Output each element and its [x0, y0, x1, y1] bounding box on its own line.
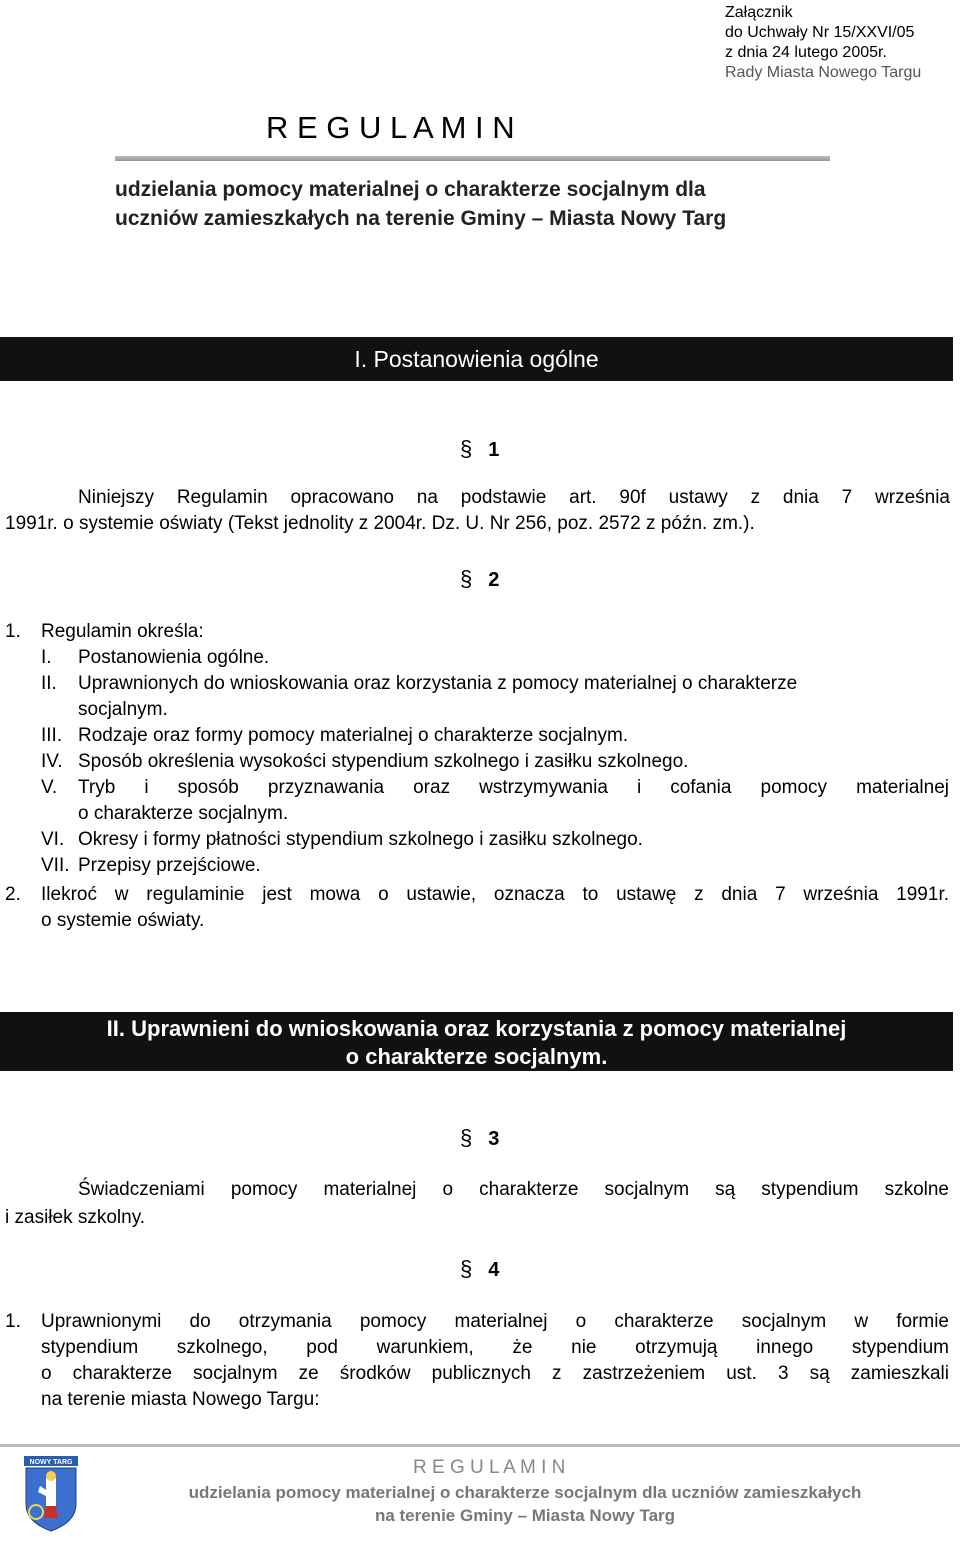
section-heading-line-2: o charakterze socjalnym. [345, 1044, 608, 1069]
footer-divider [0, 1444, 960, 1447]
sub-item-number: IV. [41, 751, 63, 772]
annex-line-1: Załącznik [725, 4, 793, 21]
paragraph-1-line-2: 1991r. o systemie oświaty (Tekst jednolity z 2004r. Dz. U. Nr 256, poz. 2572 z późn. zm.). [5, 513, 755, 534]
paragraph-4-line-1: Uprawnionymi do otrzymania pomocy materialnej o charakterze socjalnym w formie [41, 1311, 949, 1332]
sub-item-text: Postanowienia ogólne. [78, 647, 270, 668]
list-item-2-continuation: o systemie oświaty. [41, 910, 205, 931]
paragraph-2-heading [460, 566, 499, 592]
title-divider [115, 156, 830, 161]
paragraph-number: 3 [488, 1128, 500, 1150]
paragraph-3-line-2: i zasiłek szkolny. [5, 1207, 146, 1228]
section-heading-general: I. Postanowienia ogólne [0, 337, 953, 381]
list-item-2-text: Ilekroć w regulaminie jest mowa o ustawie, oznacza to ustawę z dnia 7 września 1991r. [41, 884, 949, 905]
sub-item-text: Okresy i formy płatności stypendium szkolnego i zasiłku szkolnego. [78, 829, 643, 850]
sub-item-text: Rodzaje oraz formy pomocy materialnej o charakterze socjalnym. [78, 725, 629, 746]
document-title: R E G U L A M I N [266, 110, 515, 145]
sub-item-number: III. [41, 725, 63, 746]
sub-item-text: Sposób określenia wysokości stypendium szkolnego i zasiłku szkolnego. [78, 751, 689, 772]
section-symbol: § [460, 436, 473, 461]
sub-item-number: VI. [41, 829, 65, 850]
paragraph-number: 2 [488, 569, 500, 591]
paragraph-4-heading [460, 1256, 499, 1282]
logo-text: NOWY TARG [29, 1459, 73, 1466]
sub-item-number: II. [41, 673, 57, 694]
section-symbol: § [460, 1125, 473, 1150]
annex-line-3: z dnia 24 lutego 2005r. [725, 44, 887, 61]
paragraph-1-heading [460, 436, 499, 462]
paragraph-4-line-3: o charakterze socjalnym ze środków publicznych z zastrzeżeniem ust. 3 są zamieszkali [41, 1363, 949, 1384]
paragraph-1-line-1: Niniejszy Regulamin opracowano na podstawie art. 90f ustawy z dnia 7 września [78, 487, 950, 508]
sub-item-number: VII. [41, 855, 70, 876]
list-item-2-number: 2. [5, 884, 21, 905]
section-symbol: § [460, 1256, 473, 1281]
footer-title: R E G U L A M I N [413, 1457, 566, 1478]
footer-subtitle-line-2: na terenie Gminy – Miasta Nowy Targ [374, 1506, 676, 1525]
annex-note [725, 3, 921, 83]
annex-line-2: do Uchwały Nr 15/XXVI/05 [725, 24, 915, 41]
paragraph-3-heading [460, 1125, 499, 1151]
sub-item-continuation: socjalnym. [78, 699, 168, 720]
sub-item-text: Przepisy przejściowe. [78, 855, 261, 876]
city-crest-logo [22, 1456, 80, 1532]
sub-item-text: Uprawnionych do wnioskowania oraz korzystania z pomocy materialnej o charakterze [78, 673, 798, 694]
paragraph-3-line-1: Świadczeniami pomocy materialnej o charakterze socjalnym są stypendium szkolne [78, 1179, 949, 1200]
section-heading-line-1: II. Uprawnieni do wnioskowania oraz korzystania z pomocy materialnej [106, 1016, 847, 1041]
paragraph-number: 4 [488, 1259, 500, 1281]
document-subtitle [115, 175, 726, 233]
footer-subtitle-line-1: udzielania pomocy materialnej o charakterze socjalnym dla uczniów zamieszkałych [188, 1483, 862, 1502]
paragraph-2-list [0, 619, 960, 939]
subtitle-line-2: uczniów zamieszkałych na terenie Gminy – Miasta Nowy Targ [115, 207, 727, 230]
sub-item-number: V. [41, 777, 58, 798]
paragraph-number: 1 [488, 439, 500, 461]
paragraph-4-line-4: na terenie miasta Nowego Targu: [41, 1389, 320, 1410]
subtitle-line-1: udzielania pomocy materialnej o charakterze socjalnym dla [115, 178, 706, 201]
footer-subtitle [145, 1481, 905, 1527]
paragraph-4-item-number: 1. [5, 1311, 21, 1332]
annex-line-4: Rady Miasta Nowego Targu [725, 64, 922, 81]
section-symbol: § [460, 566, 473, 591]
sub-item-continuation: o charakterze socjalnym. [78, 803, 289, 824]
paragraph-4-line-2: stypendium szkolnego, pod warunkiem, że nie otrzymują innego stypendium [41, 1337, 949, 1358]
sub-item-number: I. [41, 647, 52, 668]
crest-icon [22, 1456, 80, 1532]
section-heading-eligible [0, 1012, 953, 1071]
sub-item-text: Tryb i sposób przyznawania oraz wstrzymywania i cofania pomocy materialnej [78, 777, 949, 798]
list-item-1-text: Regulamin określa: [41, 621, 204, 642]
list-item-1-number: 1. [5, 621, 21, 642]
